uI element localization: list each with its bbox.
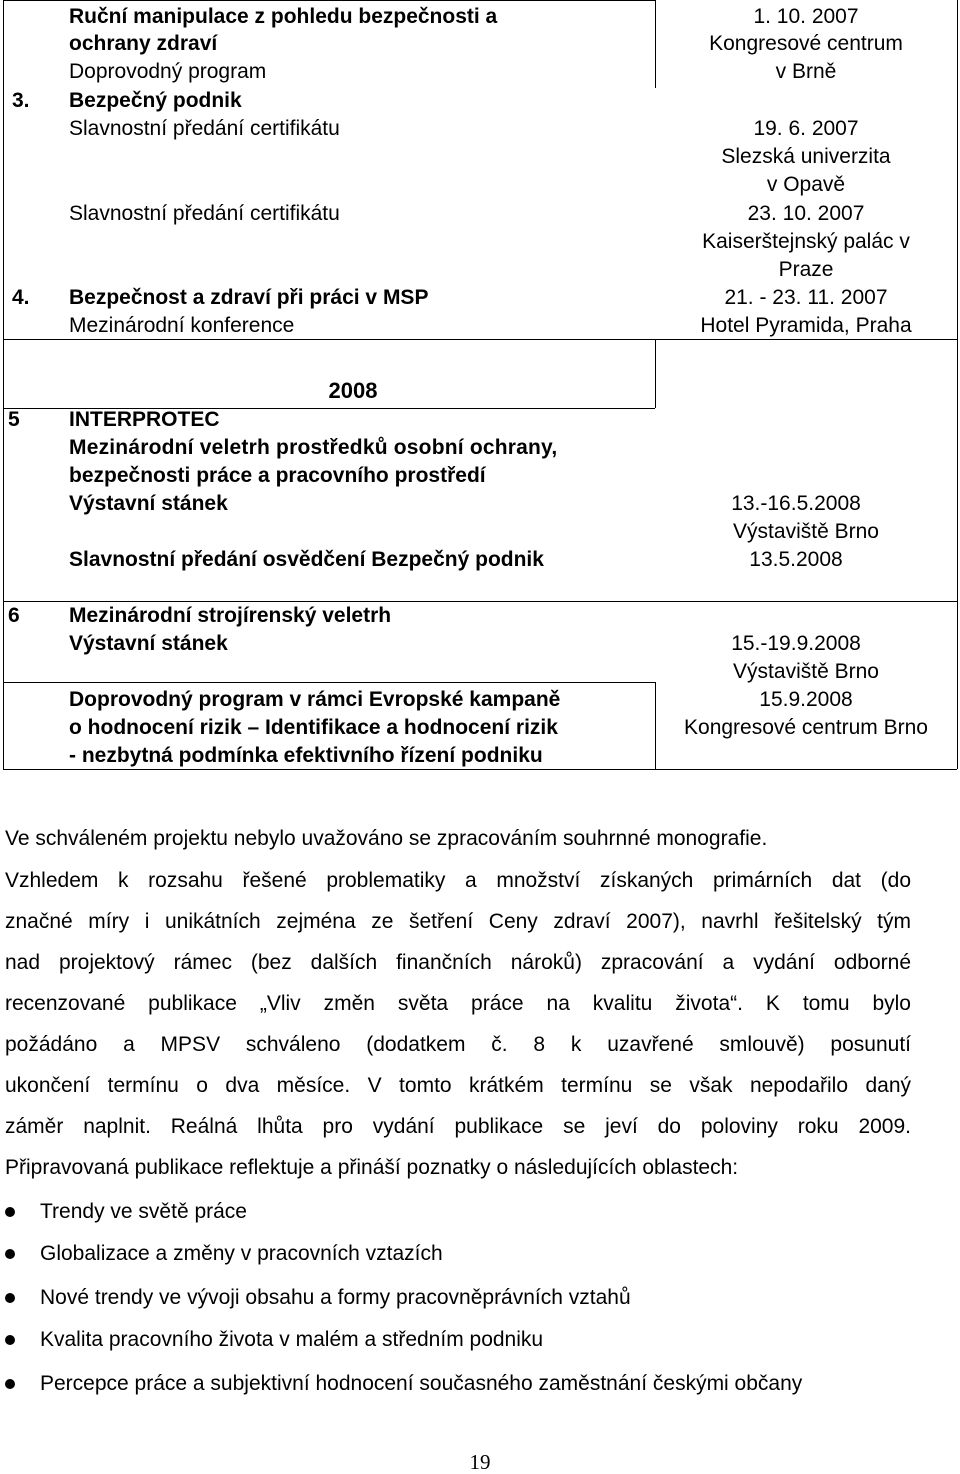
event-title: Mezinárodní strojírenský veletrh	[69, 604, 392, 627]
event-item-label: Slavnostní předání osvědčení Bezpečný podnik	[69, 548, 544, 571]
paragraph-line: ukončení termínu o dva měsíce. V tomto krátkém termínu se však nepodařilo daný	[5, 1074, 911, 1097]
event-place: Kaiserštejnský palác v	[702, 230, 910, 253]
event-place: v Brně	[775, 60, 837, 83]
bullet-icon	[5, 1379, 15, 1389]
event-item-label: Výstavní stánek	[69, 492, 228, 515]
row-number: 6	[8, 604, 20, 627]
event-place: Hotel Pyramida, Praha	[700, 314, 912, 337]
list-item-text: Nové trendy ve vývoji obsahu a formy pracovněprávních vztahů	[40, 1286, 631, 1309]
event-place: Kongresové centrum Brno	[684, 716, 928, 739]
paragraph-line: nad projektový rámec (bez dalších finančních nároků) zpracování a vydání odborné	[5, 951, 911, 974]
bullet-icon	[5, 1207, 15, 1217]
event-item-label: - nezbytná podmínka efektivního řízení podniku	[69, 744, 543, 767]
paragraph-line: recenzované publikace „Vliv změn světa práce na kvalitu života“. K tomu bylo	[5, 992, 911, 1015]
paragraph-line: požádáno a MPSV schváleno (dodatkem č. 8 k uzavřené smlouvě) posunutí	[5, 1033, 911, 1056]
list-item-text: Percepce práce a subjektivní hodnocení současného zaměstnání českými občany	[40, 1372, 803, 1395]
event-title: Ruční manipulace z pohledu bezpečnosti a	[69, 5, 498, 28]
event-item-label: Slavnostní předání certifikátu	[69, 117, 340, 140]
event-item-label: Doprovodný program v rámci Evropské kampaně	[69, 688, 561, 711]
page-number: 19	[469, 1450, 491, 1474]
paragraph-line: Ve schváleném projektu nebylo uvažováno se zpracováním souhrnné monografie.	[5, 827, 768, 850]
bullet-icon	[5, 1335, 15, 1345]
bullet-icon	[5, 1293, 15, 1303]
paragraph-line: Vzhledem k rozsahu řešené problematiky a množství získaných primárních dat (do	[5, 869, 911, 892]
year-heading: 2008	[328, 378, 378, 403]
event-subtitle: bezpečnosti práce a pracovního prostředí	[69, 464, 486, 487]
bullet-icon	[5, 1249, 15, 1259]
event-place: v Opavě	[766, 173, 846, 196]
event-place: Výstaviště Brno	[733, 660, 879, 683]
event-place: Kongresové centrum	[709, 32, 903, 55]
event-date: 13.-16.5.2008	[731, 492, 861, 515]
event-date: 1. 10. 2007	[753, 5, 859, 28]
row-number: 5	[8, 408, 20, 431]
paragraph-line: značné míry i unikátních zejména ze šetření Ceny zdraví 2007), navrhl řešitelský tým	[5, 910, 911, 933]
event-date: 15.9.2008	[759, 688, 853, 711]
event-item-label: o hodnocení rizik – Identifikace a hodnocení rizik	[69, 716, 558, 739]
event-title: Bezpečnost a zdraví při práci v MSP	[69, 286, 429, 309]
event-title: Bezpečný podnik	[69, 89, 242, 112]
event-date: 19. 6. 2007	[753, 117, 859, 140]
event-item-label: Slavnostní předání certifikátu	[69, 202, 340, 225]
event-subtitle: Mezinárodní veletrh prostředků osobní ochrany,	[69, 436, 558, 459]
event-date: 15.-19.9.2008	[731, 632, 861, 655]
event-item-label: Výstavní stánek	[69, 632, 228, 655]
list-item-text: Kvalita pracovního života v malém a středním podniku	[40, 1328, 544, 1351]
event-date: 23. 10. 2007	[747, 202, 865, 225]
event-place: Praze	[778, 258, 834, 281]
event-subtitle: Mezinárodní konference	[69, 314, 295, 337]
row-number: 3.	[12, 89, 30, 112]
event-date: 13.5.2008	[749, 548, 843, 571]
paragraph-line: Připravovaná publikace reflektuje a přináší poznatky o následujících oblastech:	[5, 1156, 739, 1179]
paragraph-line: záměr naplnit. Reálná lhůta pro vydání publikace se jeví do poloviny roku 2009.	[5, 1115, 911, 1138]
event-place: Slezská univerzita	[721, 145, 891, 168]
list-item-text: Globalizace a změny v pracovních vztazích	[40, 1242, 443, 1265]
event-date: 21. - 23. 11. 2007	[724, 286, 888, 309]
event-subtitle: Doprovodný program	[69, 60, 267, 83]
list-item-text: Trendy ve světě práce	[40, 1200, 247, 1223]
row-number: 4.	[12, 286, 30, 309]
event-title: INTERPROTEC	[69, 408, 220, 431]
event-title: ochrany zdraví	[69, 32, 218, 55]
event-place: Výstaviště Brno	[733, 520, 879, 543]
